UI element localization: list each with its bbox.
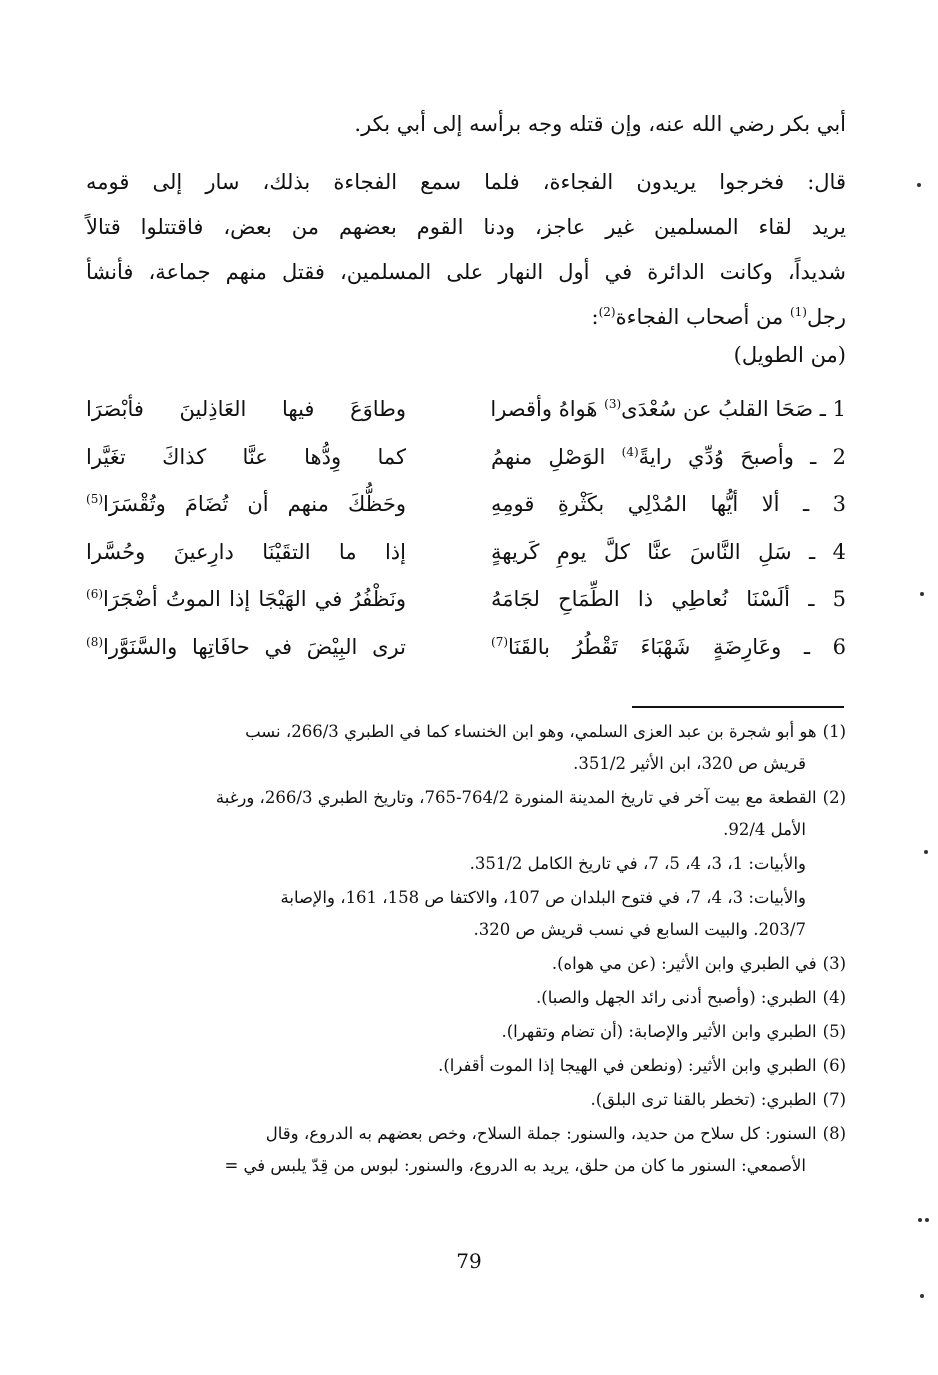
narrative-line-2: يريد لقاء المسلمين غير عاجز، ودنا القوم بعضهم من بعض، فاقتتلوا قتالاً: [86, 215, 846, 239]
footnote-2-verses-futuh: والأبيات: 3، 4، 7، في فتوح البلدان ص 107، والاكتفا ص 158، 161، والإصابة 203/7. والبيت السابع في نسب قريش ص 320.: [280, 888, 806, 939]
verse-4-second-hemistich: إذا ما التقَيْنَا دارِعينَ وحُسَّرا: [86, 539, 406, 564]
verse-6-first-hemistich: 6 ـ وعَارِضَةٍ شَهْبَاءَ تَقْطُرُ بالقَنَا$^{(7)}$: [491, 634, 846, 659]
verse-3-first-hemistich: 3 ـ ألا أيُّها المُدْلِي بكَثْرةِ قومِهِ: [491, 492, 846, 516]
scan-speck: [920, 1294, 924, 1298]
scan-speck: [925, 1218, 929, 1222]
footnote-6: (6)الطبري وابن الأثير: (ونطعن في الهيجا إذا الموت أقفرا).: [438, 1056, 846, 1075]
footnote-ref-1: (1): [789, 305, 807, 319]
scan-speck: [924, 850, 928, 854]
footnote-8: (8)السنور: كل سلاح من حديد، والسنور: جملة السلاح، وخص بعضهم به الدروع، وقال الأصمعي: السنور ما كان من حلق، يريد به الدروع، والسنور: لبوس من قِدّ يلبس في =: [224, 1124, 846, 1175]
verse-2: [86, 434, 846, 482]
verse-6-second-hemistich: ترى البِيْضَ في حافَاتِها والسَّنَوَّرا$^{(8)}$: [86, 634, 406, 659]
poem: [86, 386, 846, 671]
verse-4-first-hemistich: 4 ـ سَلِ النَّاسَ عنَّا كلَّ يومِ كَريهةٍ: [491, 539, 846, 564]
verse-1-first-hemistich: 1 ـ صَحَا القلبُ عن سُعْدَى$^{(3)}$ هَواهُ وأقصرا: [490, 397, 846, 421]
footnote-separator: [632, 706, 844, 708]
scan-speck: [920, 592, 924, 596]
verse-1: [86, 386, 846, 434]
narrative-line-3: شديداً، وكانت الدائرة في أول النهار على المسلمين، فقتل منهم جماعة، فأنشأ: [86, 260, 846, 284]
verse-5-first-hemistich: 5 ـ ألَسْنَا نُعاطِي ذا الطِّمَاحِ لجَامَهُ: [491, 587, 846, 611]
opening-paragraph-text: أبي بكر رضي الله عنه، وإن قتله وجه برأسه إلى أبي بكر.: [354, 112, 846, 136]
footnotes: [86, 716, 846, 1184]
footnote-1: (1)هو أبو شجرة بن عبد العزى السلمي، وهو ابن الخنساء كما في الطبري 266/3، نسب قريش ص 320، ابن الأثير 351/2.: [245, 722, 846, 773]
verse-2-first-hemistich: 2 ـ وأصبحَ وُدِّي رايةً$^{(4)}$ الوَصْلِ منهمُ: [491, 444, 846, 469]
narrative-line-4a: رجل: [806, 305, 846, 329]
verse-5: [86, 576, 846, 624]
footnote-2-verses-kamil: والأبيات: 1، 3، 4، 5، 7، في تاريخ الكامل 351/2.: [469, 854, 806, 873]
footnote-3: (3)في الطبري وابن الأثير: (عن مي هواه).: [551, 954, 846, 973]
verse-3-second-hemistich: وحَظُّكَ منهم أن تُضَامَ وتُقْسَرَا$^{(5)}$: [86, 492, 406, 516]
verse-3: [86, 481, 846, 529]
footnote-5: (5)الطبري وابن الأثير والإصابة: (أن تضام وتقهرا).: [501, 1022, 846, 1041]
verse-5-second-hemistich: ونَظْفُرُ في الهَيْجَا إذا الموتُ أضْجَرَا$^{(6)}$: [86, 587, 406, 611]
scan-speck: [917, 183, 921, 187]
verse-4: [86, 529, 846, 577]
narrative-line-4b: من أصحاب الفجاءة: [615, 305, 790, 329]
footnote-ref-2: (2): [598, 305, 616, 319]
footnote-7: (7)الطبري: (تخطر بالقنا ترى البلق).: [590, 1090, 846, 1109]
scan-speck: [918, 1218, 922, 1222]
page-number: 79: [456, 1249, 482, 1273]
footnote-4: (4)الطبري: (وأصبح أدنى رائد الجهل والصبا).: [536, 988, 846, 1007]
narrative-line-4c: :: [591, 305, 599, 329]
narrative-line-1: قال: فخرجوا يريدون الفجاءة، فلما سمع الفجاءة بذلك، سار إلى قومه: [86, 170, 846, 194]
opening-paragraph: [86, 100, 846, 148]
verse-1-second-hemistich: وطاوَعَ فيها العَاذِلينَ فأبْصَرَا: [86, 397, 406, 421]
narrative-paragraph: [86, 160, 846, 340]
verse-2-second-hemistich: كما وِدُّها عنَّا كذاكَ تغَيَّرا: [86, 444, 406, 469]
verse-6: [86, 624, 846, 672]
poem-meter-label: (من الطويل): [733, 343, 846, 367]
narrative-line-4: [86, 295, 846, 340]
footnote-2: (2)القطعة مع بيت آخر في تاريخ المدينة المنورة 764/2-765، وتاريخ الطبري 266/3، ورغبة الأمل 92/4.: [215, 788, 846, 839]
